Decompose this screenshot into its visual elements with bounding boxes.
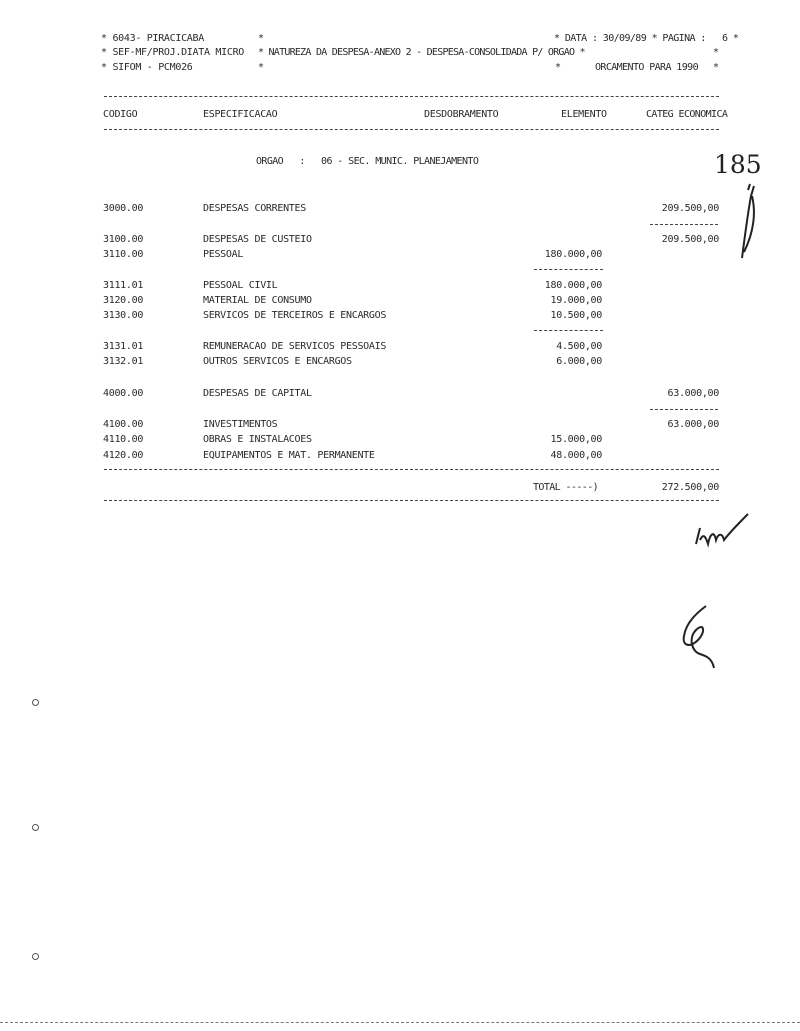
col-categ-economica: CATEG ECONOMICA	[646, 109, 728, 120]
row-categ: 63.000,00	[667, 419, 719, 430]
header-org: * 6043- PIRACICABA	[101, 33, 204, 44]
row-elemento: 15.000,00	[550, 434, 602, 445]
row-desc: DESPESAS DE CAPITAL	[203, 388, 312, 399]
row-elemento: 4.500,00	[556, 341, 602, 352]
header-rule-top	[104, 96, 719, 97]
header-dept: * SEF-MF/PROJ.DIATA MICRO	[101, 47, 245, 58]
row-code: 3131.01	[103, 341, 144, 352]
header-star: *	[258, 62, 264, 73]
row-desc: DESPESAS DE CUSTEIO	[203, 234, 312, 245]
total-rule-bottom	[104, 500, 719, 501]
row-elemento: 180.000,00	[544, 280, 602, 291]
total-value: 272.500,00	[661, 482, 719, 493]
subtotal-rule	[650, 409, 718, 410]
row-code: 3130.00	[103, 310, 144, 321]
row-elemento: 180.000,00	[544, 249, 602, 260]
row-code: 3000.00	[103, 203, 144, 214]
col-especificacao: ESPECIFICACAO	[203, 109, 278, 120]
row-code: 3110.00	[103, 249, 144, 260]
subtotal-rule	[650, 224, 718, 225]
row-code: 4000.00	[103, 388, 144, 399]
row-desc: INVESTIMENTOS	[203, 419, 278, 430]
row-elemento: 10.500,00	[550, 310, 602, 321]
report-title: * NATUREZA DA DESPESA-ANEXO 2 - DESPESA-CONSOLIDADA P/ ORGAO *	[258, 47, 585, 58]
header-star: *	[713, 62, 719, 73]
punch-hole-mark	[32, 699, 39, 706]
row-categ: 209.500,00	[661, 234, 719, 245]
row-code: 4110.00	[103, 434, 144, 445]
handwritten-tick-mark	[736, 182, 766, 262]
row-desc: MATERIAL DE CONSUMO	[203, 295, 312, 306]
subtotal-rule	[534, 269, 603, 270]
col-desdobramento: DESDOBRAMENTO	[424, 109, 499, 120]
row-desc: SERVICOS DE TERCEIROS E ENCARGOS	[203, 310, 387, 321]
punch-hole-mark	[32, 953, 39, 960]
row-desc: PESSOAL	[203, 249, 244, 260]
row-desc: OBRAS E INSTALACOES	[203, 434, 312, 445]
report-date-page: * DATA : 30/09/89 * PAGINA : 6 *	[554, 33, 739, 44]
row-code: 4120.00	[103, 450, 144, 461]
row-elemento: 19.000,00	[550, 295, 602, 306]
total-rule-top	[104, 469, 719, 470]
row-desc: PESSOAL CIVIL	[203, 280, 278, 291]
total-label: TOTAL -----)	[533, 482, 599, 493]
col-codigo: CODIGO	[103, 109, 138, 120]
row-code: 3100.00	[103, 234, 144, 245]
row-code: 3120.00	[103, 295, 144, 306]
row-desc: EQUIPAMENTOS E MAT. PERMANENTE	[203, 450, 375, 461]
header-system: * SIFOM - PCM026	[101, 62, 193, 73]
budget-year: ORCAMENTO PARA 1990	[595, 62, 698, 73]
row-desc: REMUNERACAO DE SERVICOS PESSOAIS	[203, 341, 387, 352]
row-categ: 63.000,00	[667, 388, 719, 399]
handwritten-signature	[676, 602, 722, 672]
header-star: *	[555, 62, 561, 73]
header-rule-bottom	[104, 129, 719, 130]
header-star: *	[258, 33, 264, 44]
row-desc: OUTROS SERVICOS E ENCARGOS	[203, 356, 352, 367]
row-code: 3132.01	[103, 356, 144, 367]
row-code: 3111.01	[103, 280, 144, 291]
scan-edge-line	[0, 1022, 800, 1023]
row-elemento: 6.000,00	[556, 356, 602, 367]
row-code: 4100.00	[103, 419, 144, 430]
subtotal-rule	[534, 330, 603, 331]
row-elemento: 48.000,00	[550, 450, 602, 461]
handwritten-initials	[692, 510, 750, 552]
row-categ: 209.500,00	[661, 203, 719, 214]
page-stamp-number: 185	[714, 150, 762, 179]
orgao-line: ORGAO : 06 - SEC. MUNIC. PLANEJAMENTO	[256, 156, 479, 167]
punch-hole-mark	[32, 824, 39, 831]
row-desc: DESPESAS CORRENTES	[203, 203, 306, 214]
header-star: *	[713, 47, 719, 58]
col-elemento: ELEMENTO	[561, 109, 607, 120]
